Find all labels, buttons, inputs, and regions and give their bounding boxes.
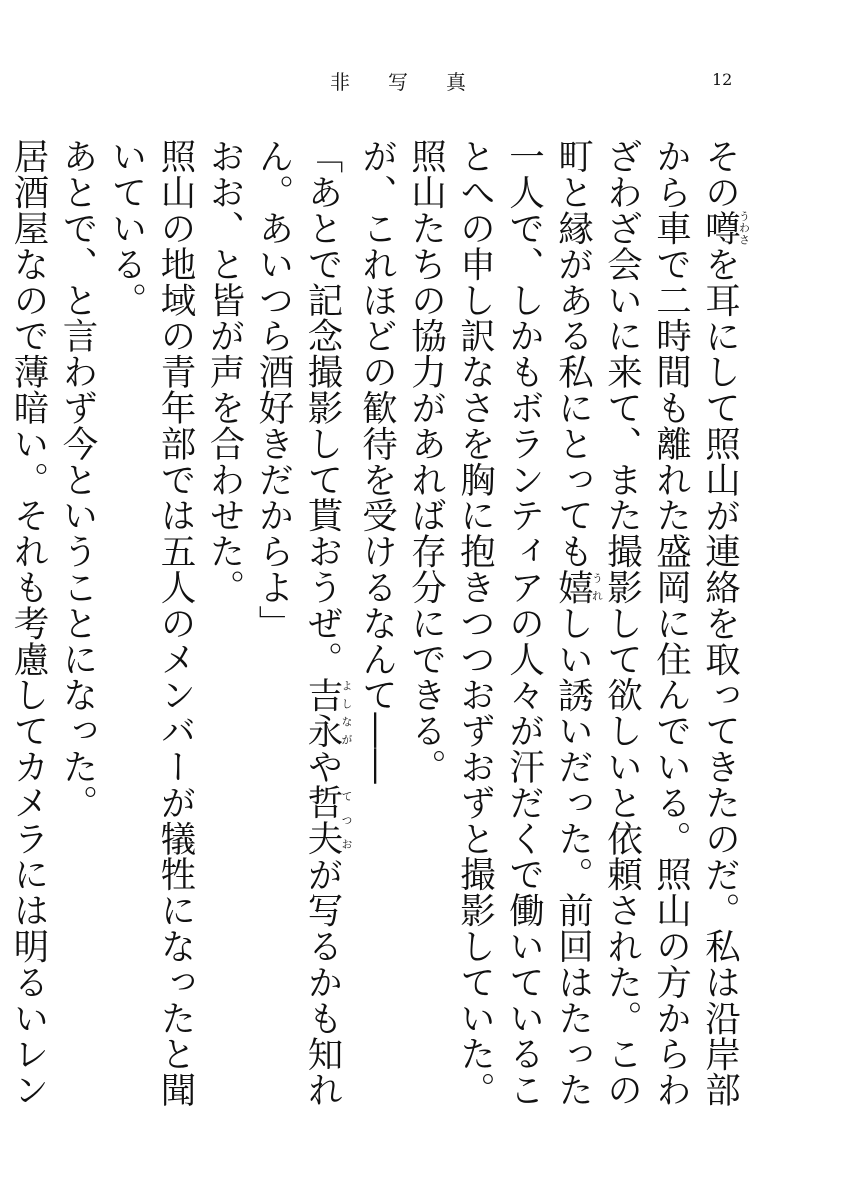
ruby-base: 吉永	[302, 676, 343, 749]
page-number: 12	[712, 70, 733, 89]
text-run: しい誘いだった。前回はたった一人で、しかもボランティアの人々が汗だくで働いていることへの申し訳なさを胸に抱きつつおずおずと撮影していた。照山たちの協力があれば存分にできる。	[405, 138, 594, 1108]
vertical-body-text	[8, 138, 751, 1128]
paragraph-2: が、これほどの歓待を受けるなんて――	[356, 138, 398, 785]
paragraph-3	[249, 138, 353, 1128]
ruby-reading: うれ	[590, 568, 604, 605]
text-run: 「あとで記念撮影して貰おうぜ。	[302, 138, 343, 677]
ruby-word	[552, 568, 604, 605]
paragraph-5: 照山の地域の青年部では五人のメンバーが犠牲になったと聞いている。	[106, 138, 196, 1108]
paragraph-1	[402, 138, 751, 1128]
ruby-word	[699, 209, 751, 246]
ruby-base: 哲夫	[302, 784, 343, 857]
text-run: を耳にして照山が連絡を取ってきたのだ。私は沿岸部から車で二時間も離れた盛岡に住んでいる。照山の方からわざわざ会いに来て、また撮影して欲しいと依頼された。この町と縁がある私にとっても	[552, 138, 741, 1108]
paragraph-6: あとで、と言わず今ということになった。	[57, 138, 98, 821]
ruby-reading: うわさ	[737, 209, 751, 246]
ruby-word	[302, 676, 353, 749]
paragraph-4: おお、と皆が声を合わせた。	[204, 138, 245, 605]
text-run: その	[699, 138, 741, 210]
ruby-base: 噂	[699, 209, 741, 246]
paragraph-7: 居酒屋なので薄暗い。それも考慮してカメラには明るいレン	[8, 138, 49, 1108]
ruby-reading: よしなが	[340, 676, 353, 749]
running-header-title: 非写真	[330, 70, 504, 94]
ruby-reading: てつお	[340, 784, 353, 857]
ruby-word	[302, 784, 353, 857]
text-run: が写るかも知れん。あいつら酒好きだからよ」	[253, 138, 343, 1108]
text-run: や	[302, 748, 343, 785]
ruby-base: 嬉	[552, 568, 594, 605]
